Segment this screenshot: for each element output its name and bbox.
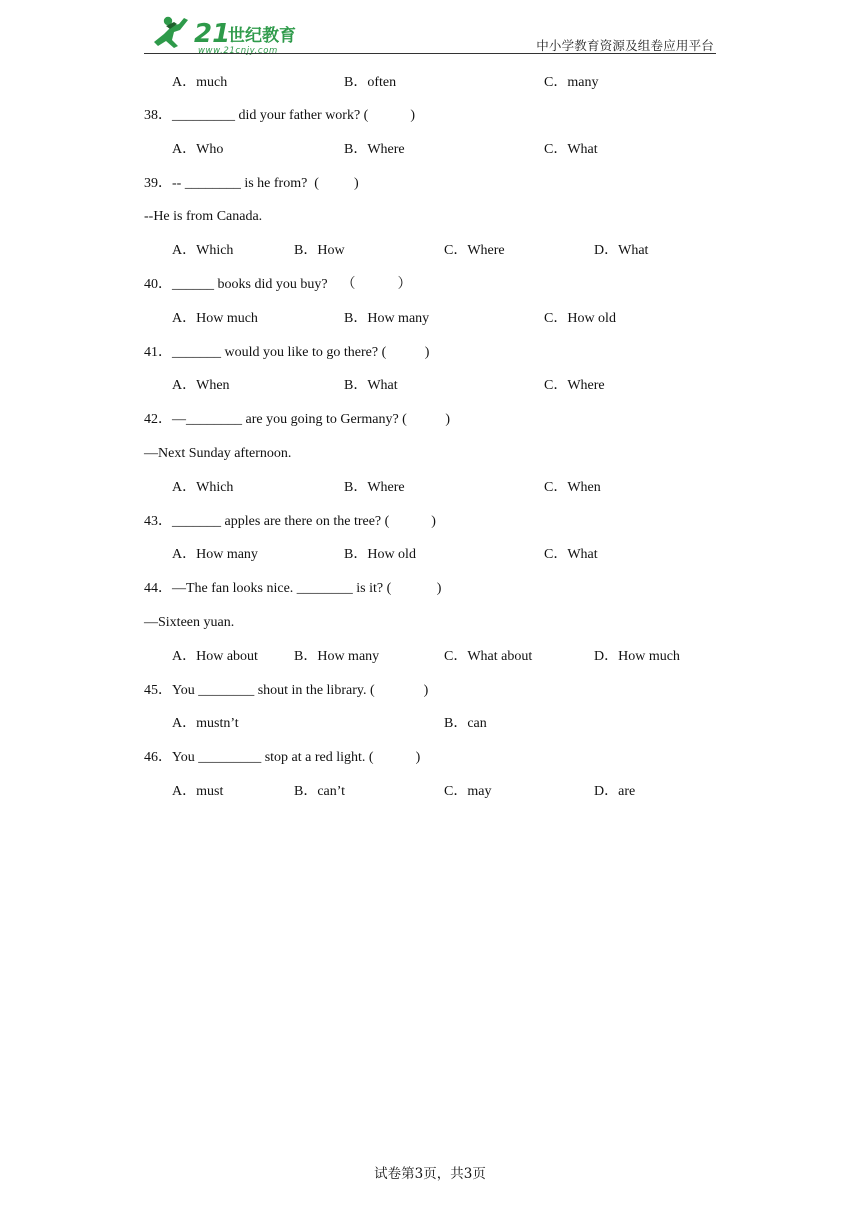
question-text: 42．—________ are you going to Germany? ( ) xyxy=(144,412,450,427)
answer-option: A．mustn’t xyxy=(172,716,239,731)
svg-text:世纪教育: 世纪教育 xyxy=(228,26,296,46)
question-text: 38．_________ did your father work? ( ) xyxy=(144,108,416,123)
answer-option: A．much xyxy=(172,75,228,90)
answer-option: B．can xyxy=(444,716,487,731)
answer-option: C．How old xyxy=(544,311,616,326)
svg-text:21: 21 xyxy=(194,19,231,49)
answer-option: C．Where xyxy=(444,243,505,258)
question-text: —Next Sunday afternoon. xyxy=(144,446,292,461)
question-text: 46．You _________ stop at a red light. ( ) xyxy=(144,750,421,765)
answer-option: D．What xyxy=(594,243,649,258)
question-text: 44．—The fan looks nice. ________ is it? ( ) xyxy=(144,581,442,596)
answer-option: D．How much xyxy=(594,649,680,664)
question-text: 41．_______ would you like to go there? ( ) xyxy=(144,345,430,360)
answer-option: A．When xyxy=(172,378,230,393)
question-text: 45．You ________ shout in the library. ( ) xyxy=(144,683,429,698)
answer-option: A．How about xyxy=(172,649,258,664)
question-text: 39．-- ________ is he from? ( ) xyxy=(144,176,359,191)
platform-name: 中小学教育资源及组卷应用平台 xyxy=(536,38,714,53)
question-text: —Sixteen yuan. xyxy=(144,615,235,630)
answer-option: B．How many xyxy=(344,311,430,326)
answer-option: C．When xyxy=(544,480,601,495)
answer-option: C．many xyxy=(544,75,599,90)
answer-option: D．are xyxy=(594,784,636,799)
question-text: 40．______ books did you buy? （ ） xyxy=(144,277,412,292)
answer-option: A．must xyxy=(172,784,224,799)
answer-option: B．What xyxy=(344,378,398,393)
answer-option: C．What xyxy=(544,142,598,157)
question-text: 43．_______ apples are there on the tree? ( ) xyxy=(144,514,436,529)
answer-option: B．Where xyxy=(344,480,405,495)
answer-option: A．Which xyxy=(172,480,234,495)
answer-option: B．How many xyxy=(294,649,380,664)
page-number: 试卷第3页，共3页 xyxy=(374,1166,486,1182)
answer-option: A．Who xyxy=(172,142,224,157)
site-logo xyxy=(144,12,324,56)
page-header xyxy=(144,10,716,56)
answer-option: C．What xyxy=(544,547,598,562)
header-rule xyxy=(144,53,716,54)
answer-option: B．often xyxy=(344,75,397,90)
question-text: --He is from Canada. xyxy=(144,209,263,224)
answer-option: C．may xyxy=(444,784,492,799)
answer-option: A．How much xyxy=(172,311,258,326)
answer-option: B．How old xyxy=(344,547,416,562)
answer-option: A．Which xyxy=(172,243,234,258)
answer-option: A．How many xyxy=(172,547,258,562)
answer-option: B．Where xyxy=(344,142,405,157)
answer-option: B．How xyxy=(294,243,345,258)
logo-url: www.21cnjy.com xyxy=(198,46,278,56)
answer-option: B．can’t xyxy=(294,784,346,799)
answer-option: C．Where xyxy=(544,378,605,393)
answer-option: C．What about xyxy=(444,649,533,664)
